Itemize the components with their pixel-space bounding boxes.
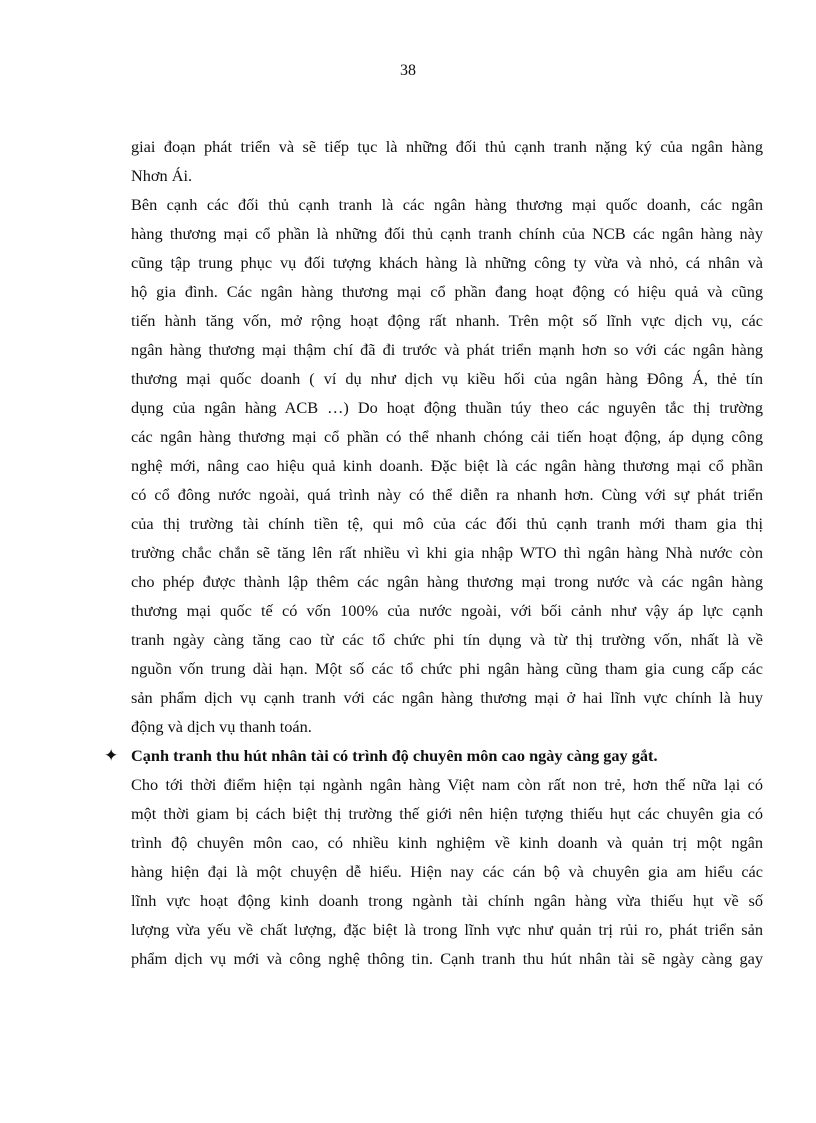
text-line: lĩnh vực hoạt động kinh doanh trong ngành tài chính ngân hàng vừa thiếu hụt về số	[131, 891, 763, 910]
text-line: lượng vừa yếu về chất lượng, đặc biệt là trong lĩnh vực như quản trị rủi ro, phát triển sản	[131, 920, 763, 939]
bullet-star-icon: ✦	[104, 746, 119, 765]
text-line: cho phép được thành lập thêm các ngân hàng thương mại trong nước và các ngân hàng	[131, 572, 763, 591]
text-line: tiến hành tăng vốn, mở rộng hoạt động rất nhanh. Trên một số lĩnh vực dịch vụ, các	[131, 311, 763, 330]
text-line: ngân hàng thương mại thậm chí đã đi trước và phát triển mạnh hơn so với các ngân hàng	[131, 340, 763, 359]
text-line: dụng của ngân hàng ACB …) Do hoạt động thuần túy theo các nguyên tắc thị trường	[131, 398, 763, 417]
text-line: thương mại quốc tế có vốn 100% của nước ngoài, với bối cảnh như vậy áp lực cạnh	[131, 601, 763, 620]
text-line: phẩm dịch vụ mới và công nghệ thông tin. Cạnh tranh thu hút nhân tài sẽ ngày càng gay	[131, 949, 763, 968]
text-line: của thị trường tài chính tiền tệ, qui mô của các đối thủ cạnh tranh mới tham gia thị	[131, 514, 763, 533]
paragraph-competitors	[131, 190, 763, 741]
text-line: các ngân hàng thương mại cổ phần có thể nhanh chóng cải tiến hoạt động, áp dụng công	[131, 427, 763, 446]
section-heading-text: Cạnh tranh thu hút nhân tài có trình độ chuyên môn cao ngày càng gay gắt.	[131, 746, 658, 765]
text-line: thương mại quốc doanh ( ví dụ như dịch vụ kiều hối của ngân hàng Đông Á, thẻ tín	[131, 369, 763, 388]
text-line: Nhơn Ái.	[131, 166, 193, 185]
text-line: Bên cạnh các đối thủ cạnh tranh là các ngân hàng thương mại quốc doanh, các ngân	[131, 195, 763, 214]
text-line: trình độ chuyên môn cao, có nhiều kinh nghiệm về kinh doanh và quản trị một ngân	[131, 833, 763, 852]
text-line: tranh ngày càng tăng cao từ các tổ chức phi tín dụng và từ thị trường vốn, nhất là về	[131, 630, 763, 649]
text-line: nguồn vốn trung dài hạn. Một số các tổ chức phi ngân hàng cũng tham gia cung cấp các	[131, 659, 763, 678]
text-line: cũng tập trung phục vụ đối tượng khách hàng là những công ty vừa và nhỏ, cá nhân và	[131, 253, 763, 272]
text-line: hộ gia đình. Các ngân hàng thương mại cổ phần đang hoạt động có hiệu quả và cũng	[131, 282, 763, 301]
text-line: sản phẩm dịch vụ cạnh tranh với các ngân hàng thương mại ở hai lĩnh vực chính là huy	[131, 688, 763, 707]
text-line: giai đoạn phát triển và sẽ tiếp tục là những đối thủ cạnh tranh nặng ký của ngân hàng	[131, 137, 763, 156]
text-line: hàng thương mại cổ phần là những đối thủ cạnh tranh chính của NCB các ngân hàng này	[131, 224, 763, 243]
text-line: có cổ đông nước ngoài, quá trình này có thể diễn ra nhanh hơn. Cùng với sự phát triển	[131, 485, 763, 504]
page-number: 38	[400, 62, 416, 79]
section-heading	[104, 741, 763, 770]
document-body	[104, 132, 763, 973]
text-line: Cho tới thời điểm hiện tại ngành ngân hàng Việt nam còn rất non trẻ, hơn thế nữa lại có	[131, 775, 763, 794]
text-line: nghệ mới, nâng cao hiệu quả kinh doanh. Đặc biệt là các ngân hàng thương mại cổ phần	[131, 456, 763, 475]
text-line: một thời giam bị cách biệt thị trường thế giới nên hiện tượng thiếu hụt các chuyên gia có	[131, 804, 763, 823]
text-line: động và dịch vụ thanh toán.	[131, 717, 312, 736]
text-line: trường chắc chắn sẽ tăng lên rất nhiều vì khi gia nhập WTO thì ngân hàng Nhà nước còn	[131, 543, 763, 562]
text-line: hàng hiện đại là một chuyện dễ hiểu. Hiện nay các cán bộ và chuyên gia am hiểu các	[131, 862, 763, 881]
paragraph-talent	[131, 770, 763, 973]
paragraph-continuation	[131, 132, 763, 190]
